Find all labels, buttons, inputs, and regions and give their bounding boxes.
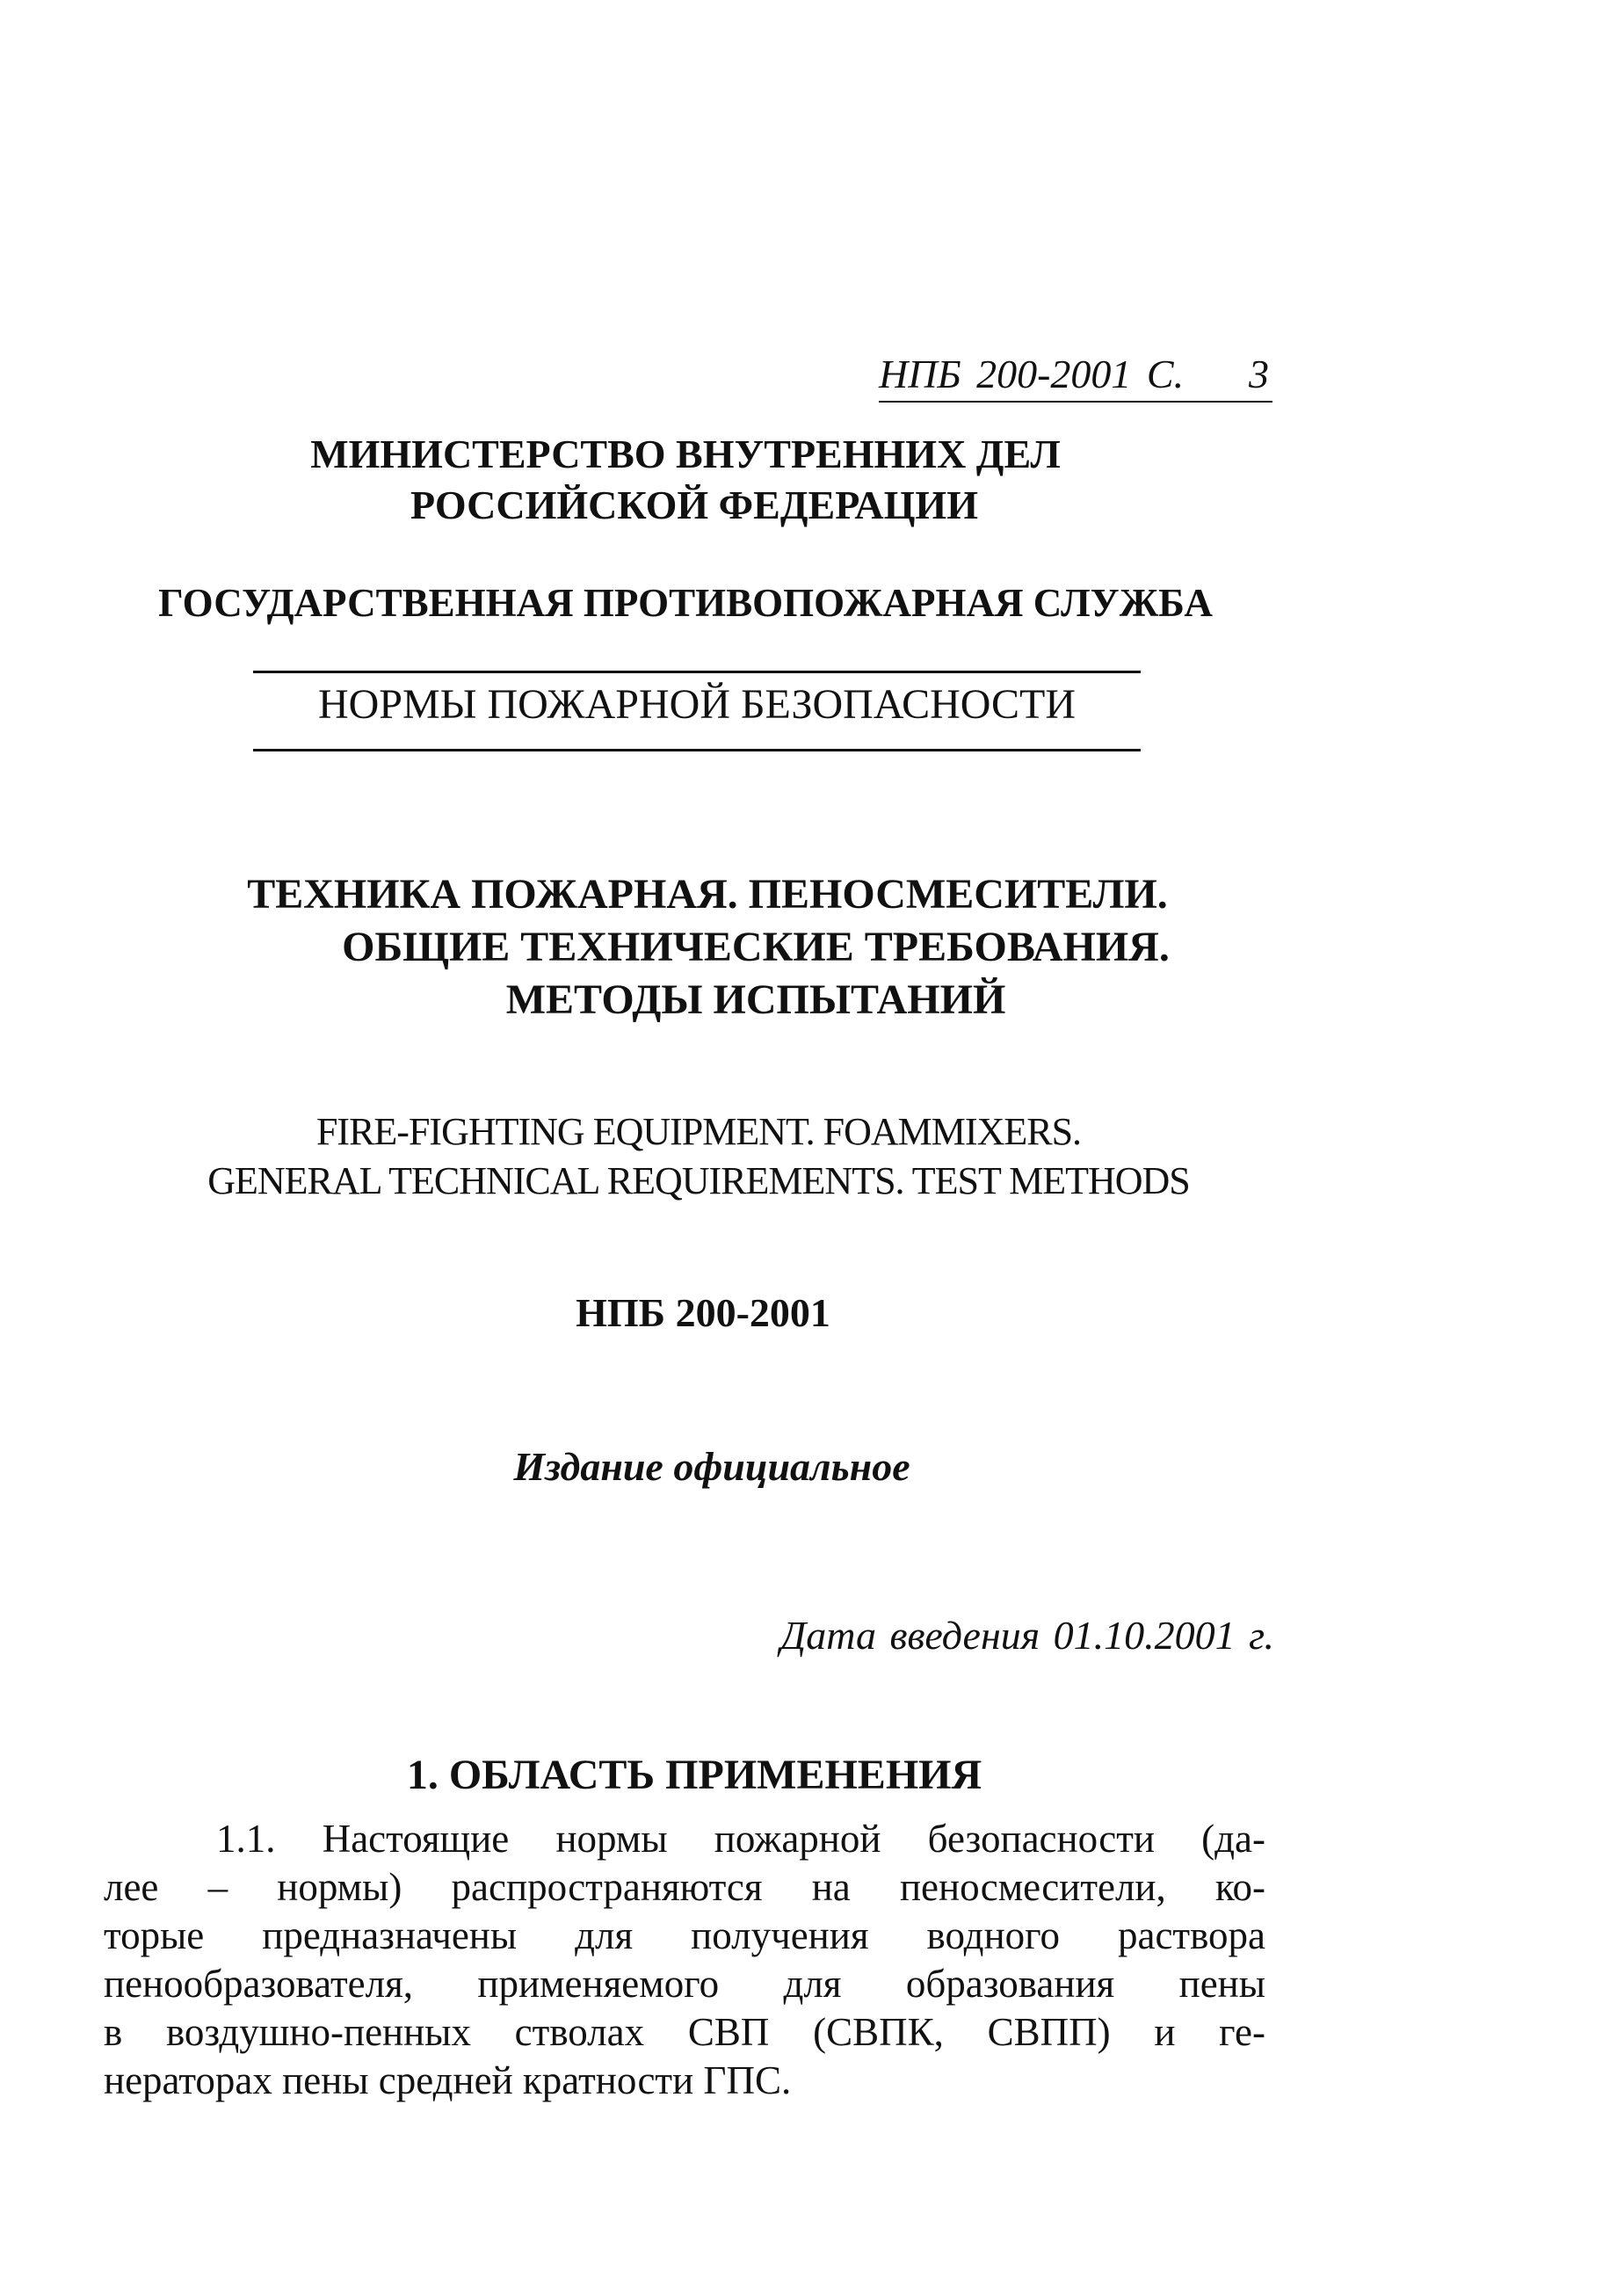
paragraph-line: торые предназначены для получения водного раствора bbox=[104, 1913, 1265, 1957]
title-ru-line-3: МЕТОДЫ ИСПЫТАНИЙ bbox=[505, 976, 1006, 1023]
title-en-line-1: FIRE-FIGHTING EQUIPMENT. FOAMMIXERS. bbox=[315, 1110, 1082, 1153]
edition-label: Издание официальное bbox=[513, 1444, 910, 1489]
header-page-number: 3 bbox=[1249, 352, 1269, 396]
ministry-name bbox=[299, 429, 1072, 531]
section-heading: 1. ОБЛАСТЬ ПРИМЕНЕНИЯ bbox=[406, 1752, 982, 1798]
title-en-line-2: GENERAL TECHNICAL REQUIREMENTS. TEST METHODS bbox=[207, 1159, 1190, 1202]
document-title-russian bbox=[176, 868, 1265, 1027]
header-doc-ref: НПБ 200-2001 С. bbox=[879, 352, 1185, 396]
norms-rule-top bbox=[253, 671, 1141, 673]
title-ru-line-2: ОБЩИЕ ТЕХНИЧЕСКИЕ ТРЕБОВАНИЯ. bbox=[342, 924, 1170, 970]
norms-label: НОРМЫ ПОЖАРНОЙ БЕЗОПАСНОСТИ bbox=[317, 681, 1077, 728]
paragraph-line: пенообразователя, применяемого для образования пены bbox=[104, 1962, 1265, 2006]
introduction-date: Дата введения 01.10.2001 г. bbox=[779, 1613, 1274, 1658]
document-code: НПБ 200-2001 bbox=[576, 1290, 830, 1335]
paragraph-line: в воздушно-пенных стволах СВП (СВПК, СВПП) и ге- bbox=[104, 2010, 1265, 2054]
paragraph-line: нераторах пены средней кратности ГПС. bbox=[104, 2058, 792, 2102]
paragraph-line: 1.1. Настоящие нормы пожарной безопасности (да- bbox=[216, 1817, 1265, 1861]
service-name: ГОСУДАРСТВЕННАЯ ПРОТИВОПОЖАРНАЯ СЛУЖБА bbox=[158, 581, 1213, 625]
paragraph-line: лее – нормы) распространяются на пеносмесители, ко- bbox=[104, 1865, 1265, 1909]
ministry-line-2: РОССИЙСКОЙ ФЕДЕРАЦИИ bbox=[410, 483, 978, 527]
ministry-line-1: МИНИСТЕРСТВО ВНУТРЕННИХ ДЕЛ bbox=[310, 432, 1061, 476]
section-paragraph bbox=[104, 1815, 1265, 2105]
running-header bbox=[879, 350, 1272, 403]
norms-rule-bottom bbox=[253, 749, 1141, 751]
document-title-english bbox=[132, 1107, 1265, 1206]
title-ru-line-1: ТЕХНИКА ПОЖАРНАЯ. ПЕНОСМЕСИТЕЛИ. bbox=[247, 871, 1168, 918]
